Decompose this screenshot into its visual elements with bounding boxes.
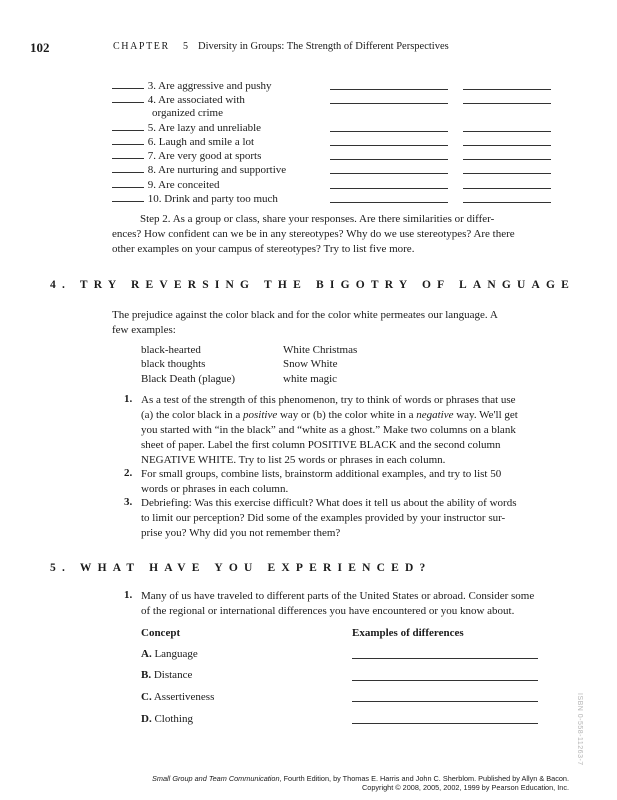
answer-line[interactable]: [352, 701, 538, 702]
concept-row: C. Assertiveness: [141, 691, 215, 703]
response-line[interactable]: [463, 159, 551, 160]
footer-line-2: Copyright © 2008, 2005, 2002, 1999 by Pearson Education, Inc.: [362, 783, 569, 792]
response-line[interactable]: [463, 145, 551, 146]
step-3-text: Debriefing: Was this exercise difficult? What does it tell us about the ability of words to limit our perception? Did some of the examples provided by your instructor sur- prise you? Why did you not remember them?: [141, 497, 517, 539]
response-line[interactable]: [463, 89, 551, 90]
step-2-text: For small groups, combine lists, brainstorm additional examples, and try to list 50 words or phrases in each column.: [141, 468, 502, 495]
item-label-continuation: organized crime: [152, 107, 223, 119]
concept-row: A. Language: [141, 648, 198, 660]
response-line[interactable]: [330, 173, 448, 174]
answer-blank[interactable]: [112, 79, 144, 89]
column-header-concept: Concept: [141, 627, 181, 639]
answer-blank[interactable]: [112, 163, 144, 173]
concept-row: B. Distance: [141, 669, 193, 681]
chapter-label: CHAPTER: [113, 41, 170, 52]
response-line[interactable]: [463, 188, 551, 189]
list-item[interactable]: [112, 135, 254, 148]
example-left: Black Death (plague): [141, 373, 236, 385]
item-label: 8. Are nurturing and supportive: [147, 164, 287, 176]
item-label: 5. Are lazy and unreliable: [147, 122, 262, 134]
item-label: 10. Drink and party too much: [147, 193, 278, 205]
answer-blank[interactable]: [112, 149, 144, 159]
isbn-side-text: ISBN 0-558-11263-7: [576, 693, 583, 766]
chapter-title: Diversity in Groups: The Strength of Different Perspectives: [198, 41, 449, 52]
step-number: 2.: [124, 467, 133, 479]
list-item[interactable]: [112, 93, 245, 106]
example-left: black-hearted: [141, 344, 201, 356]
response-line[interactable]: [463, 173, 551, 174]
response-line[interactable]: [330, 145, 448, 146]
response-line[interactable]: [330, 188, 448, 189]
response-line[interactable]: [330, 103, 448, 104]
answer-line[interactable]: [352, 723, 538, 724]
section-4-heading: 4. TRY REVERSING THE BIGOTRY OF LANGUAGE: [50, 279, 576, 291]
list-item[interactable]: [112, 79, 271, 92]
item-number: 1.: [124, 589, 133, 601]
response-line[interactable]: [330, 89, 448, 90]
list-item[interactable]: [112, 149, 261, 162]
page-number: 102: [30, 40, 50, 55]
answer-line[interactable]: [352, 658, 538, 659]
item-label: 3. Are aggressive and pushy: [147, 80, 272, 92]
answer-blank[interactable]: [112, 178, 144, 188]
list-item[interactable]: [112, 121, 261, 134]
step2-paragraph: Step 2. As a group or class, share your responses. Are there similarities or differ- ences? How confident can we be in any stereotypes? Why do we use stereotypes? Are there other examples on your campus of stereotypes? Try to list five more.: [112, 213, 515, 255]
concept-row: D. Clothing: [141, 713, 193, 725]
response-line[interactable]: [463, 131, 551, 132]
list-item[interactable]: [112, 163, 286, 176]
list-item[interactable]: [112, 192, 278, 205]
chapter-number: 5: [183, 41, 188, 52]
item-label: 6. Laugh and smile a lot: [147, 136, 255, 148]
answer-line[interactable]: [352, 680, 538, 681]
answer-blank[interactable]: [112, 192, 144, 202]
section-5-heading: 5. WHAT HAVE YOU EXPERIENCED?: [50, 562, 432, 574]
response-line[interactable]: [330, 131, 448, 132]
example-right: Snow White: [283, 358, 338, 370]
step-1-text: As a test of the strength of this phenomenon, try to think of words or phrases that use (a) the color black in a positive way or (b) the color white in a negative way. We'll get you started with “in the black” and “white as a ghost.” Make two columns on a blank sheet of paper. Label the first column POSITIVE BLACK and the second column NEGATIVE WHITE. Try to list 25 words or phrases in each column.: [141, 394, 518, 466]
section-4-intro: The prejudice against the color black and for the color white permeates our language. A few examples:: [112, 309, 498, 336]
answer-blank[interactable]: [112, 135, 144, 145]
running-header: [30, 40, 597, 58]
answer-blank[interactable]: [112, 93, 144, 103]
example-left: black thoughts: [141, 358, 206, 370]
column-header-examples: Examples of differences: [352, 627, 464, 639]
item-label: 4. Are associated with: [147, 94, 245, 106]
example-right: white magic: [283, 373, 338, 385]
response-line[interactable]: [463, 202, 551, 203]
list-item[interactable]: [112, 178, 220, 191]
response-line[interactable]: [330, 159, 448, 160]
response-line[interactable]: [330, 202, 448, 203]
step-number: 1.: [124, 393, 133, 405]
item-label: 7. Are very good at sports: [147, 150, 262, 162]
answer-blank[interactable]: [112, 121, 144, 131]
example-right: White Christmas: [283, 344, 358, 356]
step-number: 3.: [124, 496, 133, 508]
response-line[interactable]: [463, 103, 551, 104]
item-label: 9. Are conceited: [147, 179, 220, 191]
footer-line-1: Small Group and Team Communication, Fourth Edition, by Thomas E. Harris and John C. Sherblom. Published by Allyn & Bacon.: [152, 774, 569, 783]
section-5-item-text: Many of us have traveled to different parts of the United States or abroad. Consider some of the regional or international differences you have encountered or you know about.: [141, 590, 535, 617]
